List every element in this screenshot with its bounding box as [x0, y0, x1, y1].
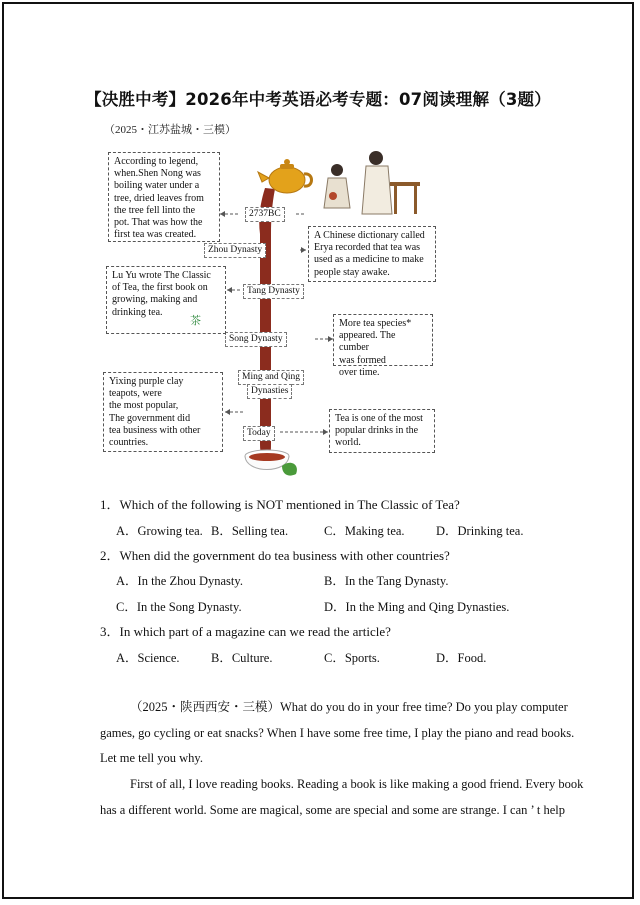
- page-title: 【决胜中考】2026年中考英语必考专题：07阅读理解（3题）: [85, 90, 551, 109]
- timeline-label-song: Song Dynasty: [225, 332, 287, 347]
- q3-option-d[interactable]: D．Food.: [436, 651, 487, 665]
- q2-option-a[interactable]: A．In the Zhou Dynasty.: [116, 574, 243, 588]
- q3-option-a[interactable]: A．Science.: [116, 651, 180, 665]
- question-1-stem: 1．Which of the following is NOT mentioned in The Classic of Tea?: [100, 497, 460, 512]
- timeline-label-tang: Tang Dynasty: [243, 284, 304, 299]
- box-line: According to legend,: [114, 156, 199, 167]
- box-line: the tree fell linto the: [114, 204, 196, 216]
- box-tea-species: [333, 314, 433, 378]
- box-line: growing, making and: [112, 294, 198, 306]
- question-2-stem: 2．When did the government do tea business with other countries?: [100, 548, 450, 563]
- box-line: Yixing purple clay: [109, 376, 184, 387]
- box-line: Tea is one of the most: [335, 413, 423, 424]
- ancient-figures-illustration: [324, 151, 420, 214]
- source-note: （2025・江苏盐城・三模）: [104, 124, 236, 136]
- box-line: pot. That was how the: [114, 217, 203, 229]
- box-shen-nong: [108, 152, 220, 242]
- q3-option-c[interactable]: C．Sports.: [324, 651, 380, 665]
- box-yixing-teapots: [103, 372, 223, 452]
- document-page: [2, 2, 634, 899]
- question-3-stem: 3．In which part of a magazine can we read the article?: [100, 624, 391, 639]
- q1-option-d[interactable]: D．Drinking tea.: [436, 524, 524, 538]
- box-line: The government did: [109, 412, 191, 424]
- passage2-line-4: First of all, I love reading books. Reading a book is like making a good friend. Every book: [130, 777, 584, 791]
- box-line: people stay awake.: [314, 266, 390, 278]
- q2-option-d[interactable]: D．In the Ming and Qing Dynasties.: [324, 600, 510, 614]
- box-line: Erya recorded that tea was: [314, 242, 421, 254]
- q2-option-b[interactable]: B．In the Tang Dynasty.: [324, 574, 449, 588]
- box-line: More tea species*: [339, 318, 412, 329]
- box-line: appeared. The cumber: [339, 330, 396, 354]
- timeline-label-zhou: Zhou Dynasty: [204, 243, 266, 258]
- box-line: countries.: [109, 437, 149, 449]
- q1-option-b[interactable]: B．Selling tea.: [211, 524, 289, 538]
- box-line: Lu Yu wrote The Classic: [112, 270, 211, 281]
- box-line: boiling water under a: [114, 180, 200, 192]
- box-line: drinking tea.: [112, 306, 163, 318]
- box-line: tea business with other: [109, 424, 201, 436]
- teacup-illustration: [245, 450, 297, 476]
- box-line: A Chinese dictionary called: [314, 230, 425, 241]
- timeline-label-ming-qing: Ming and Qing: [238, 370, 304, 385]
- box-line: teapots, were: [109, 388, 162, 400]
- tea-stream-timeline: [259, 188, 275, 462]
- box-line: the most popular,: [109, 400, 179, 412]
- tea-history-infographic: [100, 144, 440, 489]
- box-line: used as a medicine to make: [314, 254, 424, 266]
- box-erya: [308, 226, 436, 282]
- q1-option-c[interactable]: C．Making tea.: [324, 524, 405, 538]
- teapot-illustration: [258, 159, 312, 193]
- box-line: when.Shen Nong was: [114, 168, 201, 180]
- q1-option-a[interactable]: A．Growing tea.: [116, 524, 203, 538]
- timeline-label-dynasties: Dynasties: [247, 384, 292, 399]
- box-line: tree, dried leaves from: [114, 192, 204, 204]
- timeline-label-today: Today: [243, 426, 275, 441]
- box-line: over time.: [339, 366, 380, 378]
- box-lu-yu: [106, 266, 226, 334]
- box-line: popular drinks in the: [335, 425, 419, 437]
- passage2-line-5: has a different world. Some are magical, some are special and some are strange. I can ’ t help: [100, 803, 565, 817]
- box-today: [329, 409, 435, 453]
- box-line: of Tea, the first book on: [112, 282, 208, 294]
- tea-badge-character: 茶: [190, 314, 201, 327]
- passage2-line-3: Let me tell you why.: [100, 751, 203, 765]
- passage2-line-2: games, go cycling or eat snacks? When I have some free time, I play the piano and read books.: [100, 726, 575, 740]
- box-line: world.: [335, 437, 361, 449]
- box-line: was formed: [339, 354, 386, 366]
- box-line: first tea was created.: [114, 229, 197, 241]
- timeline-label-2737bc: 2737BC: [245, 207, 285, 222]
- passage2-line-1: （2025・陕西西安・三模）What do you do in your free time? Do you play computer: [130, 700, 568, 714]
- q3-option-b[interactable]: B．Culture.: [211, 651, 273, 665]
- q2-option-c[interactable]: C．In the Song Dynasty.: [116, 600, 242, 614]
